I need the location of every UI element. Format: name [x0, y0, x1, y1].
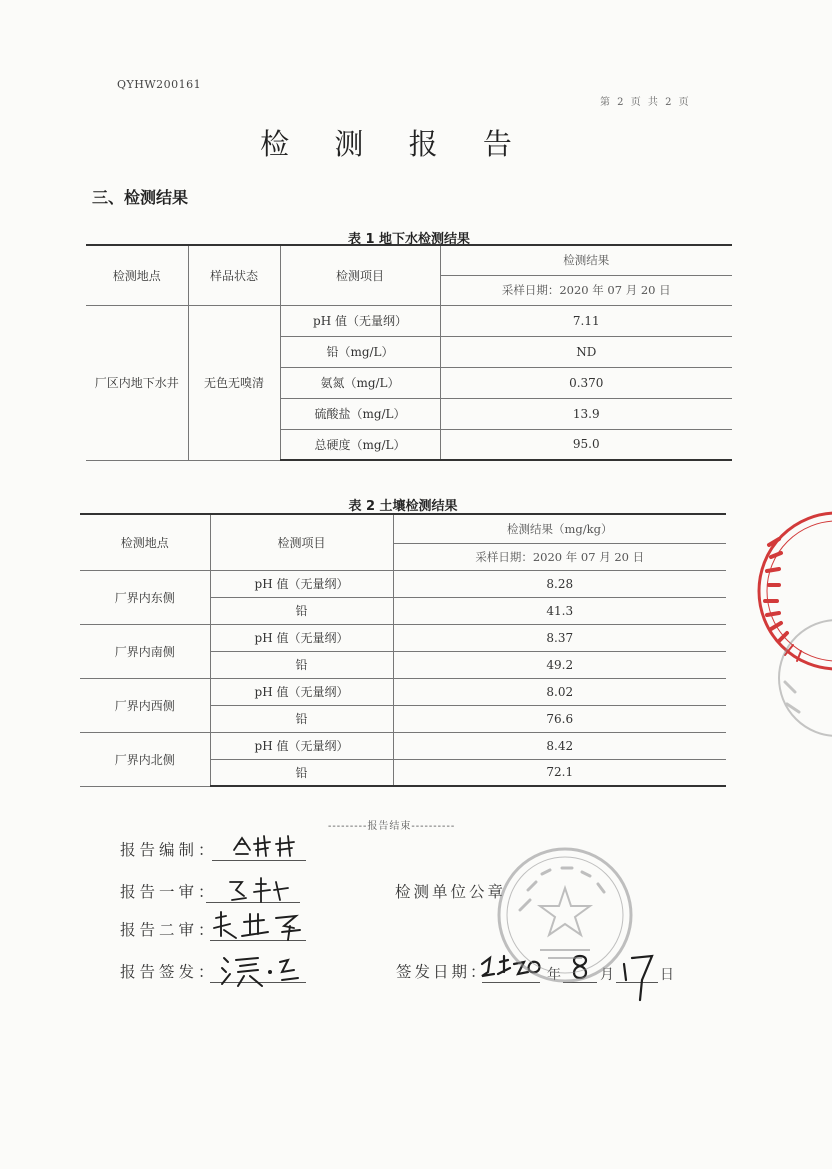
- header-date: 采样日期：2020 年 07 月 20 日: [393, 543, 726, 570]
- header-location: 检测地点: [80, 514, 210, 570]
- table1-caption: 表 1 地下水检测结果: [347, 232, 471, 247]
- value-cell: 41.3: [393, 597, 726, 624]
- item-cell: 铅: [210, 759, 393, 786]
- item-cell: 铅: [210, 651, 393, 678]
- location-cell: 厂界内西侧: [80, 678, 210, 732]
- section-title: 三、检测结果: [92, 188, 189, 207]
- item-cell: 氨氮（mg/L）: [280, 367, 440, 398]
- date-day-unit: 日: [660, 967, 674, 983]
- location-cell: 厂界内北侧: [80, 732, 210, 786]
- item-cell: 铅（mg/L）: [280, 336, 440, 367]
- compiler-label: 报告编制：: [120, 841, 218, 859]
- compiler-handwritten-signature: [228, 830, 308, 860]
- soil-table: [80, 513, 726, 787]
- issuer-handwritten-signature: [218, 950, 310, 990]
- compiler-line: [212, 860, 306, 861]
- item-cell: pH 值（无量纲）: [210, 732, 393, 759]
- item-cell: pH 值（无量纲）: [280, 305, 440, 336]
- item-cell: pH 值（无量纲）: [210, 570, 393, 597]
- location-cell: 厂区内地下水井: [86, 305, 188, 460]
- faded-seal-stamp: [490, 840, 640, 990]
- review1-handwritten-signature: [222, 874, 302, 904]
- inspection-unit-seal-label: 检测单位公章: [395, 883, 507, 901]
- value-cell: 13.9: [440, 398, 732, 429]
- faded-side-seal-stamp: [745, 612, 832, 742]
- value-cell: 8.37: [393, 624, 726, 651]
- header-item: 检测项目: [280, 245, 440, 305]
- header-result: 检测结果（mg/kg）: [393, 514, 726, 543]
- date-month-unit: 月: [600, 967, 614, 983]
- header-date: 采样日期：2020 年 07 月 20 日: [440, 275, 732, 305]
- review1-label: 报告一审：: [120, 883, 218, 901]
- state-cell: 无色无嗅清: [188, 305, 280, 460]
- item-cell: 总硬度（mg/L）: [280, 429, 440, 460]
- issuer-label: 报告签发：: [120, 963, 218, 981]
- item-cell: 硫酸盐（mg/L）: [280, 398, 440, 429]
- value-cell: 7.11: [440, 305, 732, 336]
- document-code: QYHW200161: [117, 78, 202, 91]
- report-title: 检 测 报 告: [260, 127, 530, 161]
- value-cell: 8.02: [393, 678, 726, 705]
- table2-caption: 表 2 土壤检测结果: [348, 499, 458, 514]
- date-year-unit: 年: [547, 967, 561, 983]
- report-end-marker: ---------报告结束----------: [328, 821, 456, 832]
- value-cell: 8.28: [393, 570, 726, 597]
- value-cell: 8.42: [393, 732, 726, 759]
- groundwater-table: [86, 244, 732, 461]
- location-cell: 厂界内东侧: [80, 570, 210, 624]
- header-item: 检测项目: [210, 514, 393, 570]
- item-cell: pH 值（无量纲）: [210, 678, 393, 705]
- value-cell: ND: [440, 336, 732, 367]
- item-cell: 铅: [210, 705, 393, 732]
- value-cell: 49.2: [393, 651, 726, 678]
- value-cell: 95.0: [440, 429, 732, 460]
- review2-label: 报告二审：: [120, 921, 218, 939]
- item-cell: 铅: [210, 597, 393, 624]
- header-state: 样品状态: [188, 245, 280, 305]
- issue-date-label: 签发日期：: [396, 963, 489, 981]
- review2-handwritten-signature: [210, 908, 310, 942]
- item-cell: pH 值（无量纲）: [210, 624, 393, 651]
- header-result: 检测结果: [440, 245, 732, 275]
- location-cell: 厂界内南侧: [80, 624, 210, 678]
- page-number: 第 2 页 共 2 页: [600, 97, 691, 108]
- value-cell: 0.370: [440, 367, 732, 398]
- value-cell: 76.6: [393, 705, 726, 732]
- value-cell: 72.1: [393, 759, 726, 786]
- header-location: 检测地点: [86, 245, 188, 305]
